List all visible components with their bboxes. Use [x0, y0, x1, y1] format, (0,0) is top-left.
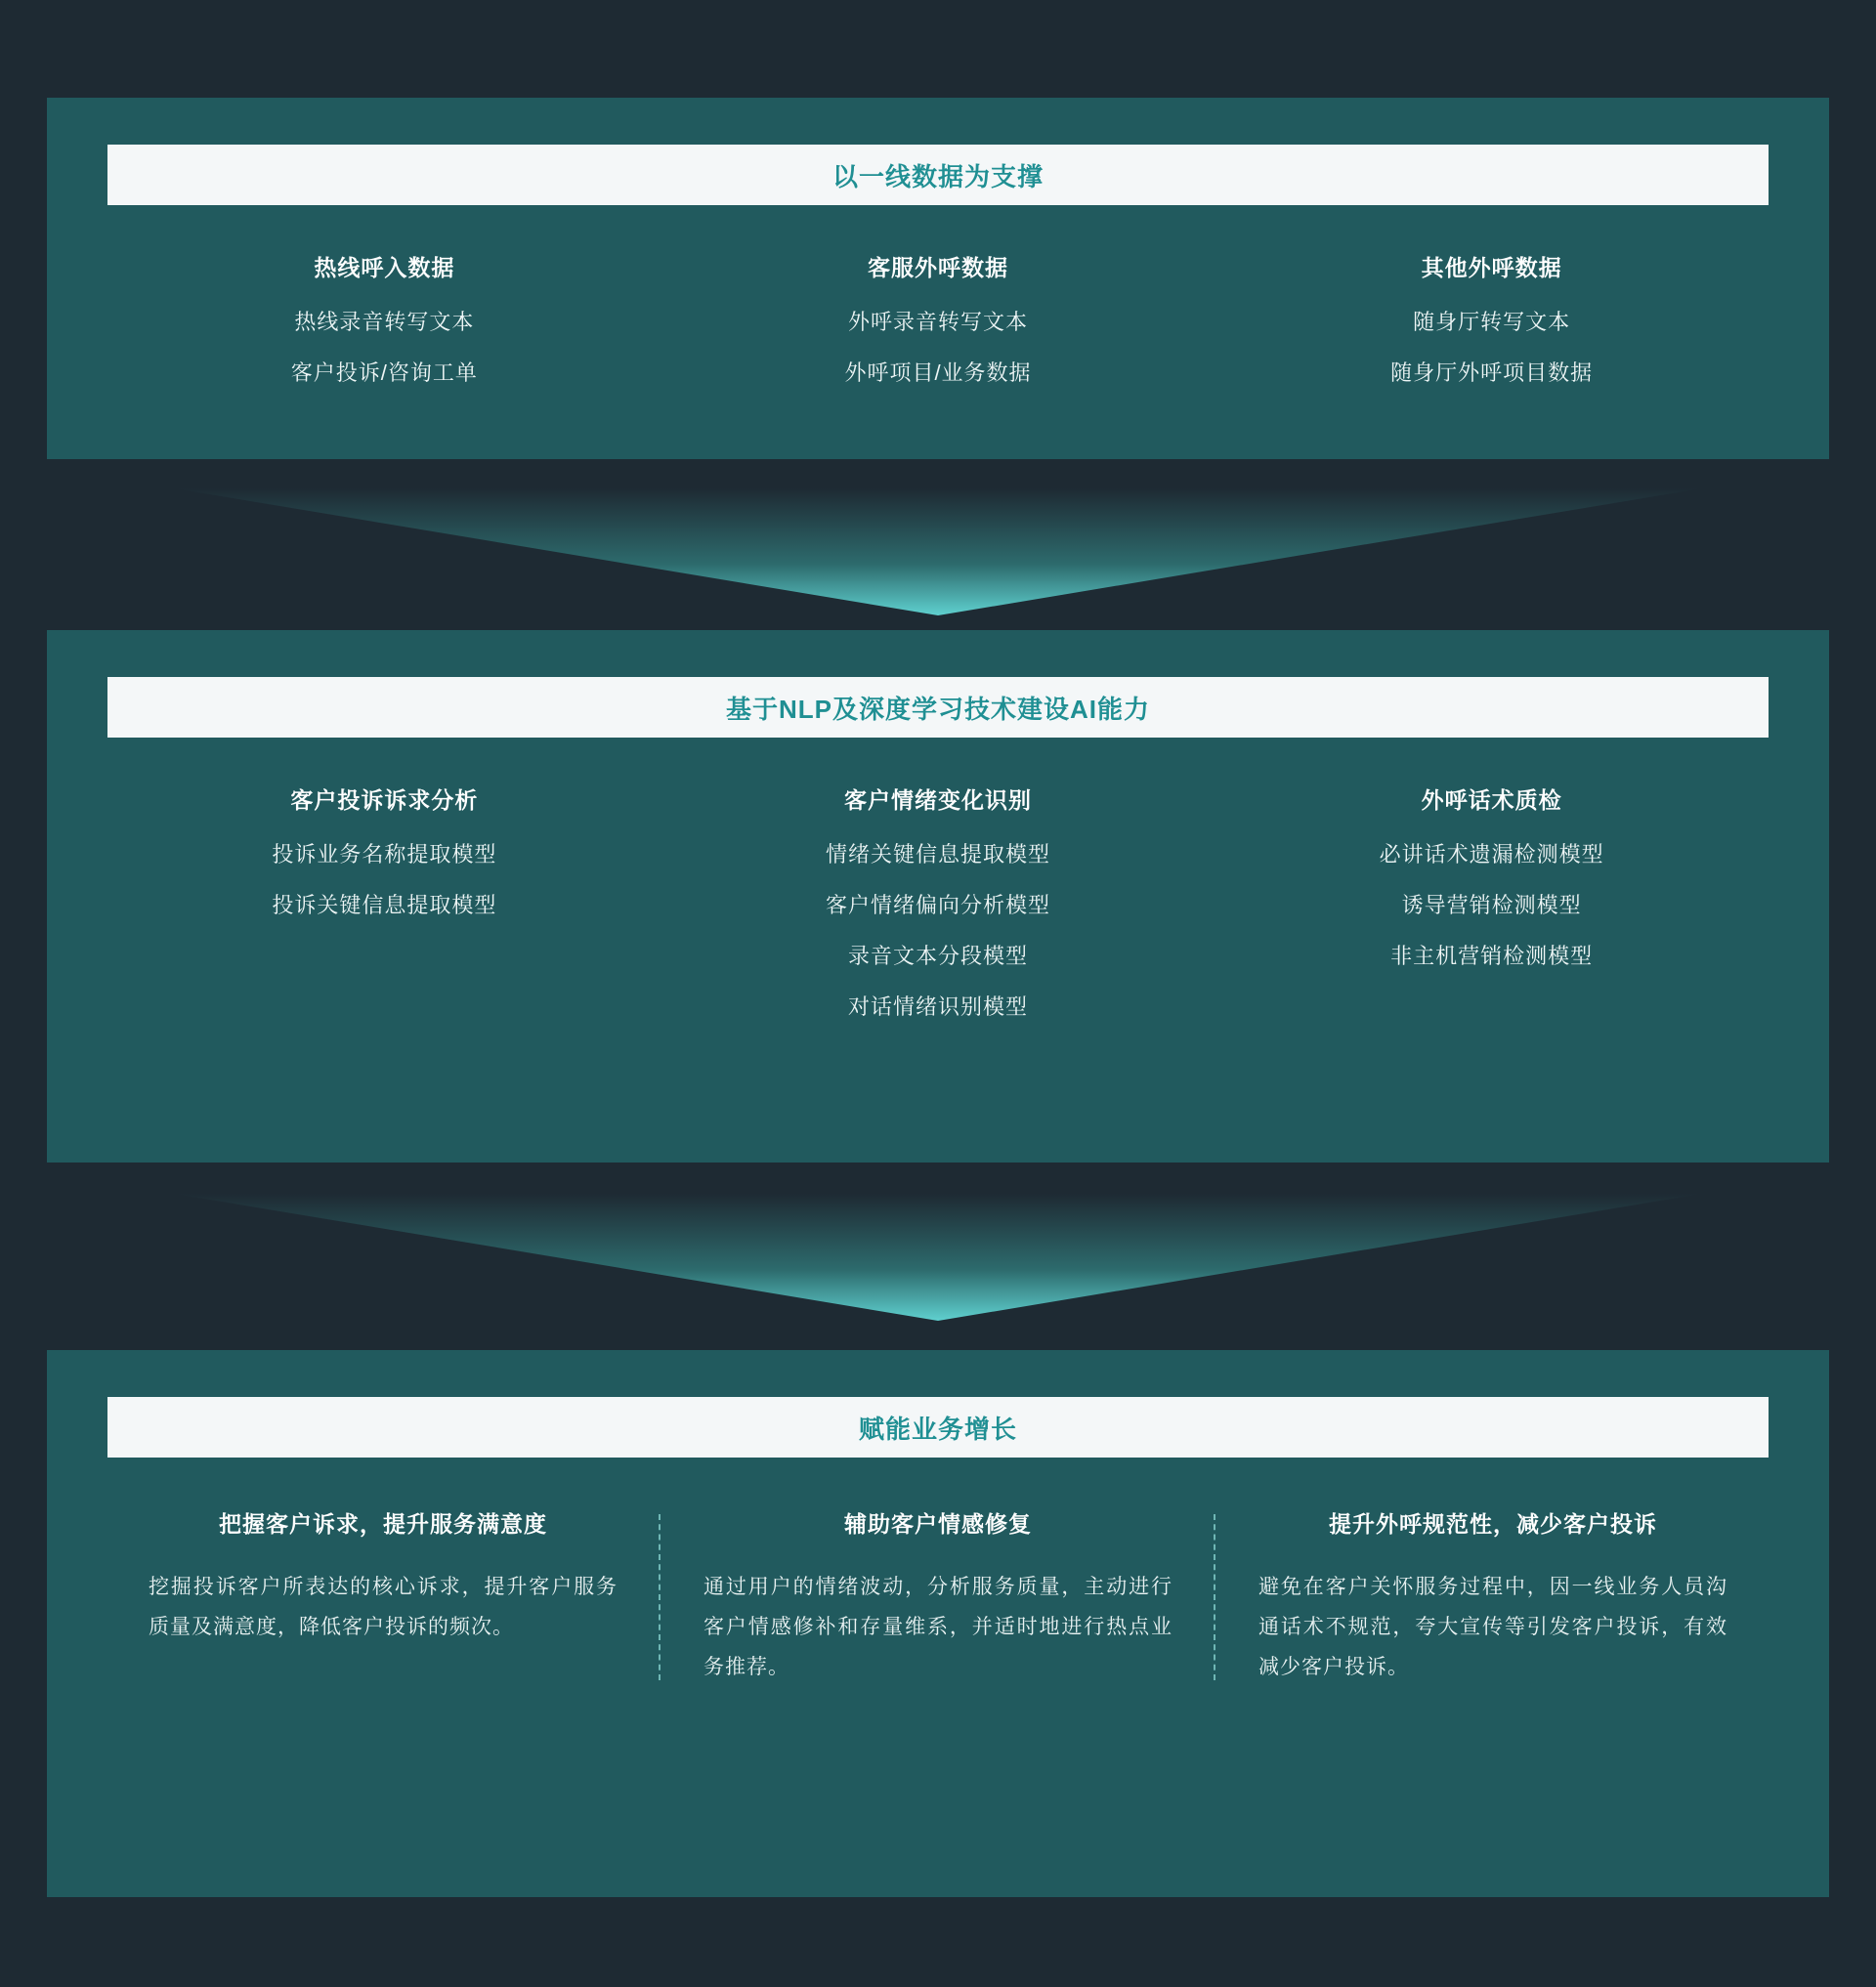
section-header-business-growth [107, 1397, 1769, 1458]
column-title: 客服外呼数据 [868, 255, 1008, 280]
column-item: 随身厅转写文本 [1413, 310, 1571, 334]
column-item: 诱导营销检测模型 [1401, 893, 1582, 917]
column-item: 录音文本分段模型 [848, 944, 1029, 968]
section-header-data-source [107, 145, 1769, 205]
connector-arrow-1 [47, 488, 1829, 615]
column-body: 通过用户的情绪波动，分析服务质量，主动进行客户情感修补和存量维系，并适时地进行热点业务推荐。 [704, 1576, 1172, 1678]
column-title: 客户投诉诉求分析 [290, 787, 479, 813]
column-item: 投诉关键信息提取模型 [272, 893, 497, 917]
column-item: 情绪关键信息提取模型 [826, 842, 1051, 867]
column-body: 挖掘投诉客户所表达的核心诉求，提升客户服务质量及满意度，降低客户投诉的频次。 [149, 1576, 618, 1638]
column-item: 外呼项目/业务数据 [844, 360, 1032, 385]
connector-arrow-2 [47, 1194, 1829, 1321]
section-ai-capability [47, 630, 1829, 1163]
column-emotion-recognition [661, 782, 1215, 1018]
section-header-label: 基于NLP及深度学习技术建设AI能力 [725, 694, 1150, 724]
column-item: 必讲话术遗漏检测模型 [1379, 842, 1604, 867]
section-business-growth [47, 1350, 1829, 1897]
column-hotline-inbound [107, 250, 661, 384]
section-columns [107, 1506, 1769, 1688]
column-title: 外呼话术质检 [1421, 787, 1562, 813]
column-complaint-analysis [107, 782, 661, 1018]
column-other-outbound [1215, 250, 1769, 384]
column-title: 辅助客户情感修复 [844, 1511, 1032, 1537]
column-item: 客户情绪偏向分析模型 [826, 893, 1051, 917]
arrow-down-icon [47, 1194, 1829, 1321]
section-header-ai-capability [107, 677, 1769, 738]
column-item: 热线录音转写文本 [294, 310, 475, 334]
section-columns [107, 782, 1769, 1018]
column-item: 外呼录音转写文本 [848, 310, 1029, 334]
column-title: 热线呼入数据 [314, 255, 455, 280]
column-compliance [1217, 1506, 1769, 1688]
column-service-outbound [661, 250, 1215, 384]
section-columns [107, 250, 1769, 384]
section-header-label: 赋能业务增长 [858, 1414, 1017, 1444]
section-data-source [47, 98, 1829, 459]
column-item: 非主机营销检测模型 [1390, 944, 1594, 968]
column-title: 客户情绪变化识别 [844, 787, 1032, 813]
column-satisfaction [107, 1506, 659, 1688]
column-item: 对话情绪识别模型 [848, 994, 1029, 1019]
column-title: 把握客户诉求，提升服务满意度 [219, 1511, 547, 1537]
column-outbound-quality [1215, 782, 1769, 1018]
column-item: 随身厅外呼项目数据 [1390, 360, 1594, 385]
arrow-down-icon [47, 488, 1829, 615]
column-emotion-repair [662, 1506, 1214, 1688]
column-title: 其他外呼数据 [1421, 255, 1562, 280]
section-header-label: 以一线数据为支撑 [831, 161, 1044, 191]
column-item: 客户投诉/咨询工单 [290, 360, 478, 385]
column-body: 避免在客户关怀服务过程中，因一线业务人员沟通话术不规范，夸大宣传等引发客户投诉，有效减少客户投诉。 [1258, 1576, 1727, 1678]
column-item: 投诉业务名称提取模型 [272, 842, 497, 867]
column-title: 提升外呼规范性，减少客户投诉 [1329, 1511, 1657, 1537]
